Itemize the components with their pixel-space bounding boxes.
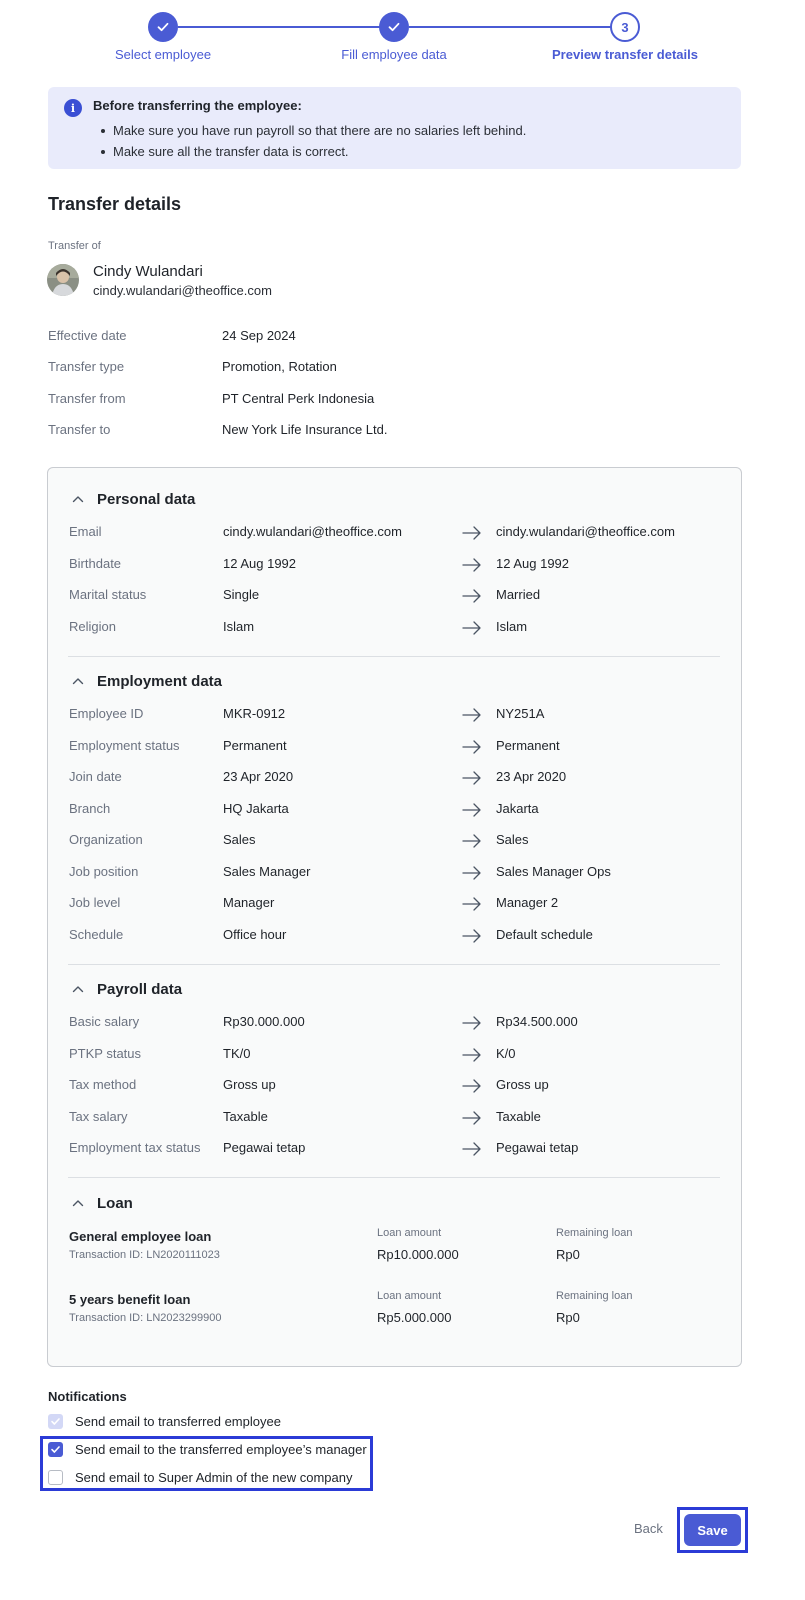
info-list [101,120,526,162]
field-label: Marital status [69,587,147,602]
remaining-loan: Rp0 [556,1310,580,1325]
notify-employee-label: Send email to transferred employee [75,1413,281,1429]
data-row [69,1046,724,1066]
old-value: cindy.wulandari@theoffice.com [223,524,402,539]
data-row [69,832,724,852]
new-value: Gross up [496,1077,549,1092]
new-value: Manager 2 [496,895,559,910]
info-item: Make sure you have run payroll so that there are no salaries left behind. [101,120,526,141]
divider [68,964,720,965]
arrow-right-icon [461,1014,483,1032]
data-row [69,1077,724,1097]
notify-employee-checkbox [48,1414,63,1429]
chevron-up-icon[interactable] [68,1193,88,1213]
data-row [69,1140,724,1160]
field-label: Join date [69,769,122,784]
summary-value: 24 Sep 2024 [222,328,296,343]
data-row [69,895,724,915]
new-value: NY251A [496,706,545,721]
new-value: K/0 [496,1046,516,1061]
notify-super-admin-checkbox[interactable] [48,1470,63,1485]
arrow-right-icon [461,619,483,637]
new-value: Pegawai tetap [496,1140,579,1155]
group-title: Personal data [97,490,196,508]
arrow-right-icon [461,769,483,787]
new-value: Jakarta [496,801,539,816]
summary-value: New York Life Insurance Ltd. [222,422,388,437]
new-value: Default schedule [496,927,593,942]
chevron-up-icon[interactable] [68,979,88,999]
old-value: Rp30.000.000 [223,1014,305,1029]
loan-amount: Rp10.000.000 [377,1247,459,1262]
arrow-right-icon [461,524,483,542]
old-value: Islam [223,619,255,634]
divider [68,1177,720,1178]
old-value: TK/0 [223,1046,251,1061]
arrow-right-icon [461,706,483,724]
old-value: Permanent [223,738,287,753]
summary-value: PT Central Perk Indonesia [222,391,375,406]
arrow-right-icon [461,587,483,605]
employee-name: Cindy Wulandari [93,263,203,280]
summary-value: Promotion, Rotation [222,359,337,374]
summary-label: Transfer from [48,391,126,406]
divider [68,656,720,657]
arrow-right-icon [461,738,483,756]
stepper [0,12,805,68]
chevron-up-icon[interactable] [68,489,88,509]
field-label: Birthdate [69,556,122,571]
group-title: Payroll data [97,980,183,998]
transfer-detail-card [47,467,742,1367]
field-label: Tax salary [69,1109,128,1124]
group-title: Employment data [97,672,223,690]
arrow-right-icon [461,801,483,819]
field-label: PTKP status [69,1046,142,1061]
field-label: Email [69,524,102,539]
loan-name: 5 years benefit loan [69,1292,191,1307]
remaining-loan-label: Remaining loan [556,1290,633,1302]
personal-data-header[interactable] [68,488,195,510]
page-title: Transfer details [48,194,182,214]
data-row [69,706,724,726]
back-button[interactable]: Back [634,1521,663,1536]
step-2-label[interactable]: Fill employee data [341,47,447,62]
data-row [69,556,724,576]
remaining-loan-label: Remaining loan [556,1227,633,1239]
info-icon: i [64,99,82,117]
step-1-check-icon [148,12,178,42]
step-3-label: Preview transfer details [552,47,698,62]
notify-manager-label[interactable]: Send email to the transferred employee’s manager [75,1441,367,1457]
arrow-right-icon [461,1077,483,1095]
new-value: Permanent [496,738,560,753]
notify-manager-option[interactable] [48,1439,367,1459]
field-label: Job position [69,864,139,879]
new-value: 12 Aug 1992 [496,556,570,571]
employment-data-header[interactable] [68,670,222,692]
employee-email: cindy.wulandari@theoffice.com [93,283,272,298]
data-row [69,927,724,947]
chevron-up-icon[interactable] [68,671,88,691]
old-value: 23 Apr 2020 [223,769,294,784]
info-banner [48,87,741,169]
field-label: Employee ID [69,706,144,721]
old-value: Taxable [223,1109,268,1124]
step-1-label[interactable]: Select employee [114,47,212,62]
info-title: Before transferring the employee: [93,98,302,113]
old-value: Office hour [223,927,287,942]
data-row [69,769,724,789]
loan-name: General employee loan [69,1229,212,1244]
data-row [69,801,724,821]
notify-employee-option [48,1411,281,1431]
field-label: Tax method [69,1077,137,1092]
arrow-right-icon [461,895,483,913]
old-value: MKR-0912 [223,706,286,721]
summary-label: Transfer to [48,422,111,437]
old-value: 12 Aug 1992 [223,556,297,571]
loan-amount-label: Loan amount [377,1290,442,1302]
avatar [47,264,79,296]
notifications-title: Notifications [48,1389,127,1404]
arrow-right-icon [461,1109,483,1127]
arrow-right-icon [461,1140,483,1158]
old-value: HQ Jakarta [223,801,289,816]
group-title: Loan [97,1194,133,1212]
field-label: Job level [69,895,121,910]
field-label: Organization [69,832,143,847]
loan-header[interactable] [68,1192,133,1214]
notify-super-admin-option[interactable] [48,1467,353,1487]
step-2-check-icon [379,12,409,42]
loan-transaction-id: Transaction ID: LN2020111023 [69,1249,220,1261]
old-value: Manager [223,895,275,910]
old-value: Single [223,587,260,602]
arrow-right-icon [461,832,483,850]
step-connector [409,26,612,28]
arrow-right-icon [461,927,483,945]
field-label: Schedule [69,927,124,942]
arrow-right-icon [461,1046,483,1064]
data-row [69,524,724,544]
summary-label: Effective date [48,328,127,343]
old-value: Pegawai tetap [223,1140,306,1155]
data-row [69,1109,724,1129]
field-label: Religion [69,619,116,634]
new-value: Married [496,587,541,602]
new-value: Taxable [496,1109,541,1124]
field-label: Employment tax status [69,1140,201,1155]
loan-transaction-id: Transaction ID: LN2023299900 [69,1312,222,1324]
new-value: cindy.wulandari@theoffice.com [496,524,675,539]
info-item: Make sure all the transfer data is correct. [101,141,526,162]
step-connector [178,26,380,28]
transfer-of-label: Transfer of [48,240,101,252]
remaining-loan: Rp0 [556,1247,580,1262]
data-row [69,587,724,607]
notify-super-admin-label[interactable]: Send email to Super Admin of the new company [75,1469,353,1485]
field-label: Employment status [69,738,180,753]
old-value: Sales [223,832,256,847]
loan-item [69,1229,724,1269]
loan-amount-label: Loan amount [377,1227,442,1239]
field-label: Branch [69,801,111,816]
data-row [69,1014,724,1034]
payroll-data-header[interactable] [68,978,182,1000]
new-value: Sales Manager Ops [496,864,611,879]
data-row [69,738,724,758]
loan-item [69,1292,724,1332]
data-row [69,619,724,639]
arrow-right-icon [461,556,483,574]
old-value: Sales Manager [223,864,311,879]
new-value: Islam [496,619,528,634]
arrow-right-icon [461,864,483,882]
save-button[interactable]: Save [684,1514,741,1546]
old-value: Gross up [223,1077,276,1092]
data-row [69,864,724,884]
field-label: Basic salary [69,1014,140,1029]
new-value: Sales [496,832,529,847]
summary-label: Transfer type [48,359,125,374]
new-value: Rp34.500.000 [496,1014,578,1029]
step-3-number: 3 [610,12,640,42]
notify-manager-checkbox[interactable] [48,1442,63,1457]
new-value: 23 Apr 2020 [496,769,567,784]
loan-amount: Rp5.000.000 [377,1310,452,1325]
